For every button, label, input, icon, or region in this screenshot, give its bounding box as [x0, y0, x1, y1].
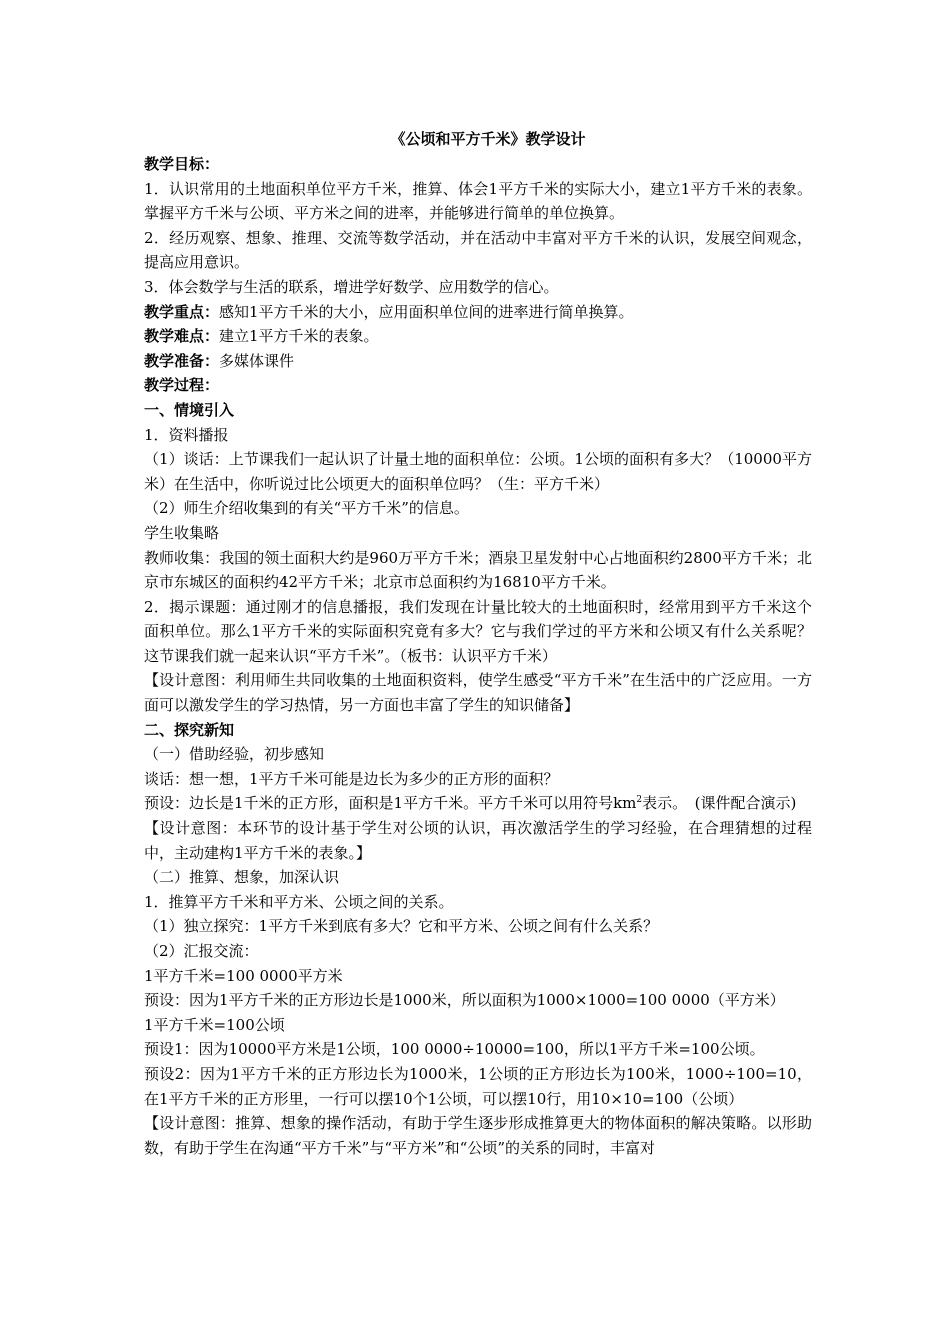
section-1-para-5: 教师收集：我国的领土面积大约是960万平方千米；酒泉卫星发射中心占地面积约2800平方千米；北京市东城区的面积约42平方千米；北京市总面积约为16810平方千米。 [144, 548, 812, 592]
section-2-para-3 [144, 791, 812, 816]
section-1-para-1: 1．资料播报 [144, 425, 229, 444]
section-2-design-note-2: 【设计意图：推算、想象的操作活动，有助于学生逐步形成推算更大的物体面积的解决策略。以形助数，有助于学生在沟通“平方千米”与“平方米”和“公顷”的关系的同时，丰富对 [144, 1114, 812, 1157]
section-2-para-13: 预设2：因为1平方千米的正方形边长为1000米，1公顷的正方形边长为100米，1000÷100=10，在1平方千米的正方形里，一行可以摆10个1公顷，可以摆10行，用10×10=100（公顷） [144, 1064, 812, 1108]
preparation-text: 多媒体课件 [219, 351, 295, 370]
section-2-para-8: （2）汇报交流： [144, 942, 259, 960]
section-1-heading: 一、情境引入 [144, 400, 235, 419]
section-2-para-9: 1平方千米=100 0000平方米 [144, 966, 343, 985]
goal-2: 2．经历观察、想象、推理、交流等数学活动，并在活动中丰富对平方千米的认识，发展空间观念，提高应用意识。 [144, 228, 812, 272]
section-2-para-6: 1．推算平方千米和平方米、公顷之间的关系。 [144, 892, 454, 911]
key-point-label: 教学重点： [144, 302, 220, 321]
section-2-para-7: （1）独立探究：1平方千米到底有多大？它和平方米、公顷之间有什么关系？ [144, 917, 659, 936]
preparation-label: 教学准备： [144, 351, 220, 370]
document-page [144, 126, 812, 1160]
section-2-para-1: （一）借助经验，初步感知 [144, 745, 325, 764]
process-heading: 教学过程： [144, 376, 220, 395]
section-1-para-4: 学生收集略 [144, 523, 220, 542]
section-2-design-note-1: 【设计意图：本环节的设计基于学生对公顷的认识，再次激活学生的学习经验，在合理猜想的过程中，主动建构1平方千米的表象。】 [144, 819, 812, 862]
section-2-para-10: 预设：因为1平方千米的正方形边长是1000米，所以面积为1000×1000=100 0000（平方米） [144, 991, 785, 1010]
section-1-para-3: （2）师生介绍收集到的有关“平方千米”的信息。 [144, 499, 469, 518]
section-1-para-6: 2．揭示课题：通过刚才的信息播报，我们发现在计量比较大的土地面积时，经常用到平方千米这个面积单位。那么1平方千米的实际面积究竟有多大？它与我们学过的平方米和公顷又有什么关系呢？这节课我们就一起来认识“平方千米”。（板书：认识平方千米） [144, 597, 812, 665]
key-point [144, 300, 812, 325]
section-1-para-2: （1）谈话：上节课我们一起认识了计量土地的面积单位：公顷。1公顷的面积有多大？（10000平方米）在生活中，你听说过比公顷更大的面积单位吗？（生：平方千米） [144, 450, 812, 493]
section-2-para-12: 预设1：因为10000平方米是1公顷，100 0000÷10000=100，所以1平方千米=100公顷。 [144, 1040, 765, 1059]
difficult-point [144, 324, 812, 349]
goal-1: 1．认识常用的土地面积单位平方千米，推算、体会1平方千米的实际大小，建立1平方千米的表象。掌握平方千米与公顷、平方米之间的进率，并能够进行简单的单位换算。 [144, 179, 812, 223]
key-point-text: 感知1平方千米的大小，应用面积单位间的进率进行简单换算。 [219, 302, 634, 321]
difficult-point-text: 建立1平方千米的表象。 [219, 327, 379, 346]
section-2-para-3-text-b: 表示。 (课件配合演示) [642, 794, 797, 813]
goal-3: 3．体会数学与生活的联系，增进学好数学、应用数学的信心。 [144, 277, 559, 296]
document-title: 《公顷和平方千米》教学设计 [390, 130, 586, 148]
section-2-para-5: （二）推算、想象，加深认识 [144, 868, 340, 887]
section-2-para-11: 1平方千米=100公顷 [144, 1015, 285, 1034]
preparation [144, 349, 812, 374]
section-2-para-3-text-a: 预设：边长是1千米的正方形，面积是1平方千米。平方千米可以用符号km [144, 794, 637, 813]
goals-heading: 教学目标： [144, 155, 220, 173]
superscript-2: 2 [636, 795, 643, 806]
section-2-para-2: 谈话：想一想，1平方千米可能是边长为多少的正方形的面积？ [144, 769, 559, 788]
section-2-heading: 二、探究新知 [144, 720, 235, 739]
difficult-point-label: 教学难点： [144, 327, 220, 346]
section-1-design-note: 【设计意图：利用师生共同收集的土地面积资料，使学生感受“平方千米”在生活中的广泛应用。一方面可以激发学生的学习热情，另一方面也丰富了学生的知识储备】 [144, 671, 812, 715]
